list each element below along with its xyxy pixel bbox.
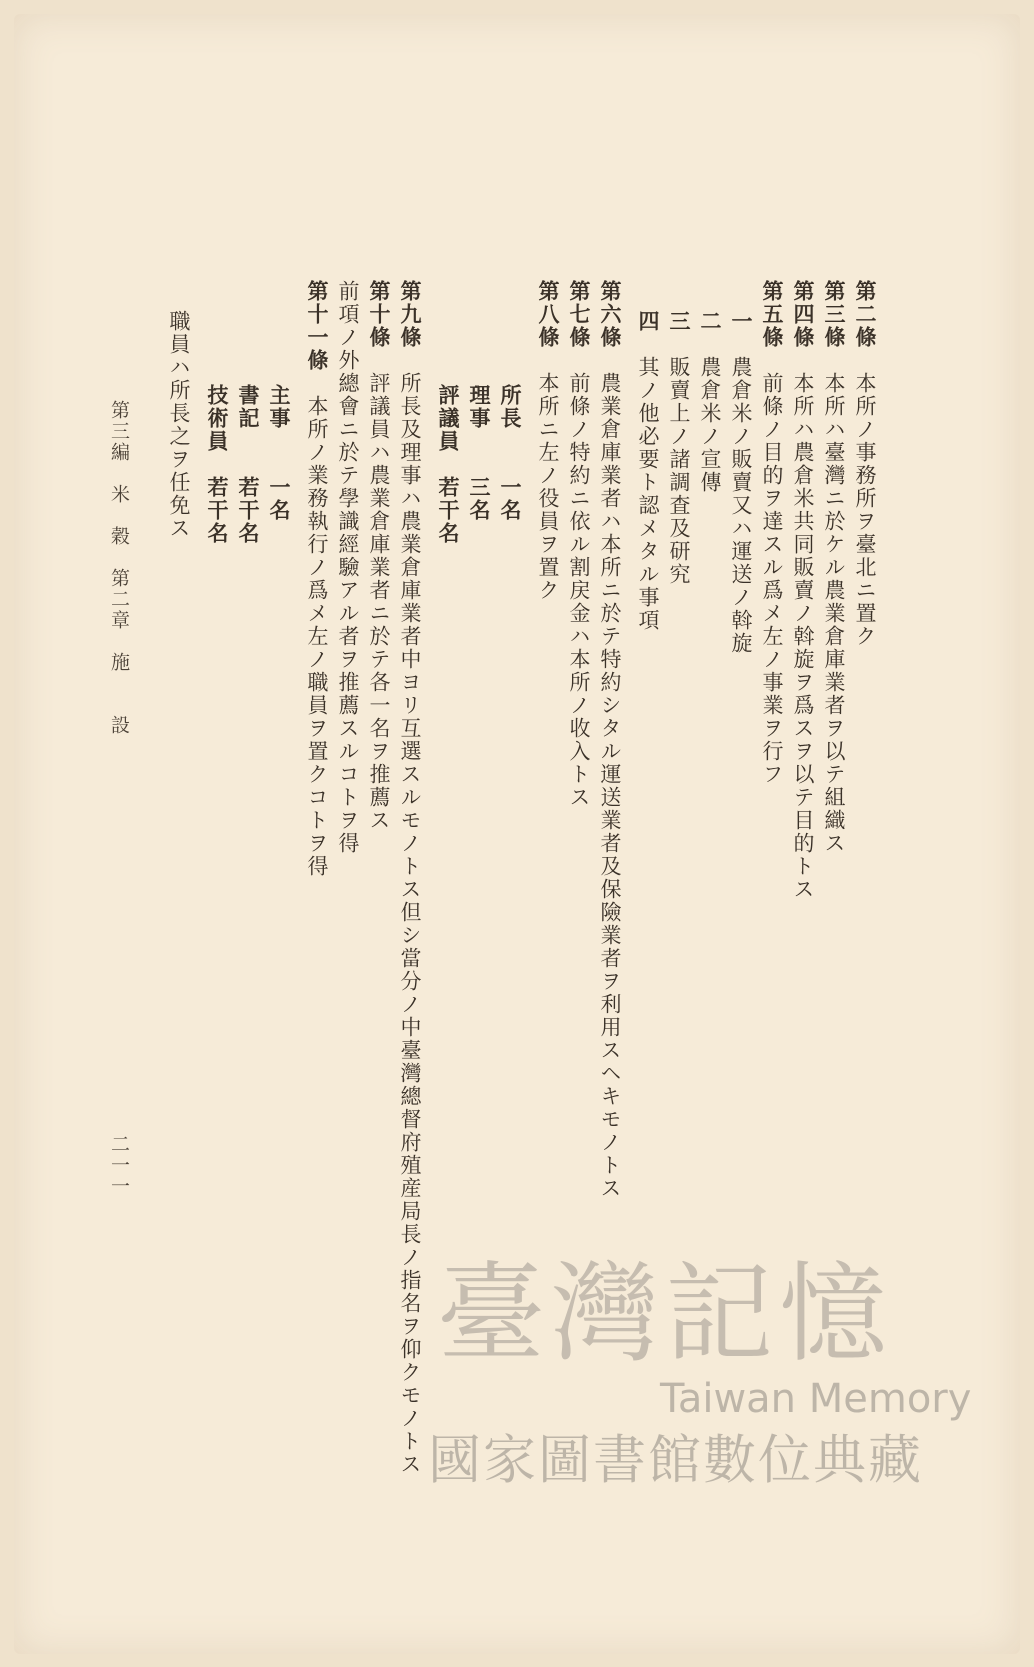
officer-councillor: 評議員 若干名 bbox=[436, 384, 461, 545]
officer-president: 所長 一名 bbox=[498, 384, 523, 522]
staff-clerk: 書記 若干名 bbox=[236, 384, 261, 545]
article-3: 第三條 本所ハ臺灣ニ於ケル農業倉庫業者ヲ以テ組織ス bbox=[822, 280, 847, 855]
article-2: 第二條 本所ノ事務所ヲ臺北ニ置ク bbox=[853, 280, 878, 648]
staff-technician: 技術員 若干名 bbox=[205, 384, 230, 545]
article-8: 第八條 本所ニ左ノ役員ヲ置ク bbox=[536, 280, 561, 602]
staff-appointment: 職員ハ所長之ヲ任免ス bbox=[167, 310, 191, 540]
article-7: 第七條 前條ノ特約ニ依ル割戻金ハ本所ノ收入トス bbox=[567, 280, 592, 809]
article-6: 第六條 農業倉庫業者ハ本所ニ於テ特約シタル運送業者及保險業者ヲ利用スヘキモノトス bbox=[598, 280, 623, 1200]
page-number: 二一一 bbox=[108, 1134, 130, 1197]
article-5: 第五條 前條ノ目的ヲ達スル爲メ左ノ事業ヲ行フ bbox=[760, 280, 785, 786]
watermark-chinese: 臺灣記憶 bbox=[437, 1252, 894, 1377]
item-3: 三 販賣上ノ諸調査及研究 bbox=[667, 310, 692, 586]
running-head: 第三編 米 穀 第二章 施 設 bbox=[108, 400, 130, 736]
watermark-english: Taiwan Memory bbox=[660, 1376, 972, 1422]
item-2: 二 農倉米ノ宣傳 bbox=[698, 310, 723, 494]
item-1: 一 農倉米ノ販賣又ハ運送ノ斡旋 bbox=[729, 310, 754, 655]
watermark-library: 國家圖書館數位典藏 bbox=[428, 1430, 923, 1491]
article-9: 第九條 所長及理事ハ農業倉庫業者中ヨリ互選スルモノトス但シ當分ノ中臺灣總督府殖産局長ノ指名ヲ仰クモノトス bbox=[398, 280, 423, 1476]
officer-director: 理事 三名 bbox=[467, 384, 492, 522]
item-4: 四 其ノ他必要ト認メタル事項 bbox=[636, 310, 661, 632]
staff-chief: 主事 一名 bbox=[267, 384, 292, 522]
article-10: 第十條 評議員ハ農業倉庫業者ニ於テ各一名ヲ推薦ス bbox=[367, 280, 392, 832]
article-4: 第四條 本所ハ農倉米共同販賣ノ斡旋ヲ爲スヲ以テ目的トス bbox=[791, 280, 816, 901]
article-10-paragraph-2: 前項ノ外總會ニ於テ學識經驗アル者ヲ推薦スルコトヲ得 bbox=[336, 280, 360, 855]
article-11: 第十一條 本所ノ業務執行ノ爲メ左ノ職員ヲ置クコトヲ得 bbox=[305, 280, 330, 878]
